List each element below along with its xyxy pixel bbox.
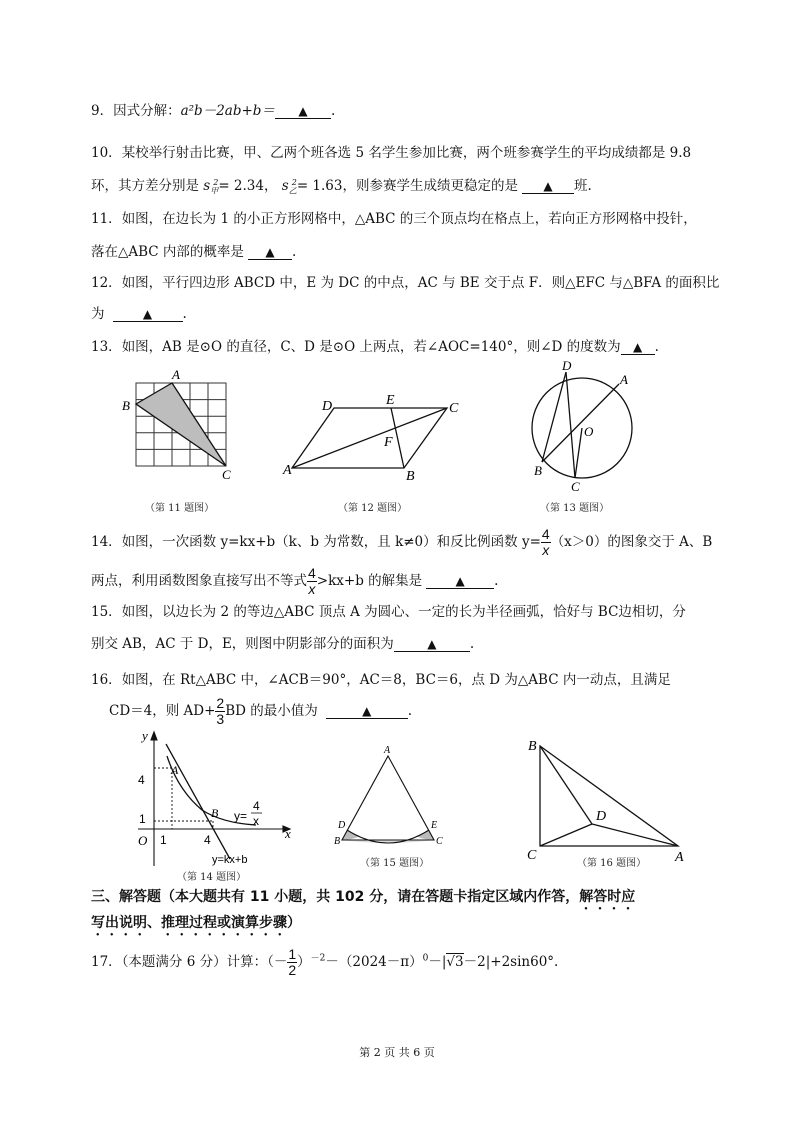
label-E: E xyxy=(386,393,395,408)
frac-denominator: x xyxy=(308,581,316,597)
dashed-guides xyxy=(154,768,213,829)
frac-numerator: 2 xyxy=(216,695,225,711)
label-A: A xyxy=(172,367,180,382)
label-D: D xyxy=(322,399,333,414)
q-number: 12． xyxy=(91,275,122,291)
exponent: －2 xyxy=(310,953,326,964)
question-11-line2 xyxy=(91,240,296,260)
fraction-4-over-x xyxy=(541,527,551,558)
q-text: 环，其方差分别是 xyxy=(91,178,199,194)
caption-fig11: （第 11 题图） xyxy=(145,503,215,514)
question-14-line2 xyxy=(91,566,498,597)
fraction-4-over-x xyxy=(307,566,317,597)
q-number: 14． xyxy=(91,534,122,550)
q-text: （本题满分 6 分）计算：（－ xyxy=(121,954,288,970)
section-3-header xyxy=(91,886,635,913)
label-B: B xyxy=(528,739,537,754)
frac-denominator: 3 xyxy=(216,711,225,727)
answer-blank[interactable] xyxy=(113,307,183,322)
label-A: A xyxy=(675,850,684,864)
question-15 xyxy=(91,600,686,620)
label-B: B xyxy=(406,469,415,484)
tick-y-1: 1 xyxy=(139,812,146,826)
figure-16-right-triangle xyxy=(520,734,695,864)
answer-blank[interactable] xyxy=(248,245,292,260)
q-number: 15． xyxy=(91,604,122,620)
q-number: 16． xyxy=(91,672,122,688)
label-E: E xyxy=(431,820,438,831)
answer-blank[interactable] xyxy=(426,574,494,589)
variance-jia-symbol: $s_甲^2$ xyxy=(203,177,219,196)
blank-marker-icon: ▲ xyxy=(543,179,553,193)
q-text: 如图，一次函数 y=kx+b（k、b 为常数，且 k≠0）和反比例函数 y= xyxy=(121,534,541,550)
q-end: . xyxy=(494,573,499,589)
label-C: C xyxy=(449,401,459,416)
q-text: ） xyxy=(297,954,311,970)
section-text: 三、解答题（本大题共有 11 小题，共 102 分，请在答题卡指定区域内作答， xyxy=(91,889,580,905)
label-F: F xyxy=(384,435,393,450)
exponent: 0 xyxy=(422,953,429,964)
q-text: －（2024－π） xyxy=(325,954,423,970)
q-number: 17． xyxy=(91,954,122,970)
blank-marker-icon: ▲ xyxy=(298,104,308,118)
figure-11-grid-triangle xyxy=(120,366,240,481)
question-17 xyxy=(91,947,558,978)
line-y-kx-b xyxy=(166,744,230,859)
diameter-ab xyxy=(542,384,619,462)
segment-oc xyxy=(575,428,582,478)
q-text: －2|+2sin60°. xyxy=(463,954,559,970)
q-text: 某校举行射击比赛，甲、乙两个班各选 5 名学生参加比赛，两个班参赛学生的平均成绩都是 9.8 xyxy=(121,145,692,161)
caption-fig13: （第 13 题图） xyxy=(540,503,610,514)
question-16-line2 xyxy=(109,696,412,727)
label-D: D xyxy=(562,358,572,373)
q-text: CD＝4，则 AD+ xyxy=(109,703,216,719)
q-text: 因式分解： xyxy=(113,103,181,119)
q-text: 则参赛学生成绩更稳定的是 xyxy=(356,178,518,194)
segment-dc xyxy=(566,372,575,478)
label-A: A xyxy=(283,463,292,478)
shaded-triangle-abc xyxy=(136,383,226,466)
blank-marker-icon: ▲ xyxy=(427,637,437,651)
q-text: 两点，利用函数图象直接写出不等式 xyxy=(91,573,307,589)
tick-x-1: 1 xyxy=(160,833,167,847)
q-end: . xyxy=(330,103,336,119)
question-16 xyxy=(91,668,671,688)
answer-blank[interactable] xyxy=(275,104,331,119)
label-A: A xyxy=(384,745,391,756)
q-end: . xyxy=(291,244,297,260)
frac-numerator: 1 xyxy=(288,946,297,962)
q-end: 班. xyxy=(574,178,592,194)
caption-fig12: （第 12 题图） xyxy=(338,503,408,514)
fraction-1-over-2 xyxy=(287,947,297,978)
frac-numerator: 4 xyxy=(541,526,550,542)
fraction-2-over-3 xyxy=(215,696,225,727)
y-axis-arrow-icon xyxy=(151,732,157,740)
answer-blank[interactable] xyxy=(621,340,655,355)
segment-cd xyxy=(540,824,592,846)
label-B: B xyxy=(122,398,130,413)
label-D: D xyxy=(596,809,607,824)
q-expr: a²b－2ab+b＝ xyxy=(180,103,275,119)
answer-blank[interactable] xyxy=(522,179,574,194)
label-B: B xyxy=(211,806,219,820)
q-text: 如图，在 Rt△ABC 中，∠ACB＝90°，AC＝8，BC＝6，点 D 为△ABC 内一动点，且满足 xyxy=(121,672,671,688)
q-end: . xyxy=(407,703,413,719)
page-footer: 第 2 页 共 6 页 xyxy=(359,1046,435,1059)
diagonal-ac xyxy=(292,408,447,468)
blank-marker-icon: ▲ xyxy=(633,340,643,354)
question-13 xyxy=(91,335,659,355)
sqrt-3: √3 xyxy=(446,954,464,970)
triangle-abc xyxy=(342,756,434,840)
figure-15-equilateral-arc xyxy=(330,744,450,854)
question-12-line2 xyxy=(91,302,187,322)
question-10 xyxy=(91,141,691,161)
figure-14-function-graph xyxy=(130,728,295,870)
figure-12-parallelogram xyxy=(282,386,467,486)
label-C: C xyxy=(436,836,443,847)
label-O: O xyxy=(584,424,594,439)
question-9 xyxy=(91,99,335,119)
frac-denominator: 2 xyxy=(288,962,297,978)
label-C: C xyxy=(571,479,580,493)
answer-blank[interactable] xyxy=(394,637,470,652)
caption-fig14: （第 14 题图） xyxy=(177,872,247,883)
question-11 xyxy=(91,207,697,227)
label-A: A xyxy=(620,372,628,387)
q-text: BD 的最小值为 xyxy=(225,703,318,719)
question-14 xyxy=(91,527,712,558)
blank-marker-icon: ▲ xyxy=(455,574,465,588)
caption-fig16: （第 16 题图） xyxy=(577,858,647,869)
segment-be xyxy=(391,408,404,468)
q-text: 如图，在边长为 1 的小正方形网格中，△ABC 的三个顶点均在格点上，若向正方形网格中投针， xyxy=(121,211,697,227)
tick-x-4: 4 xyxy=(204,833,211,847)
variance-yi-symbol: $s_乙^2$ xyxy=(281,177,297,196)
q-number: 13． xyxy=(91,339,122,355)
frac-denominator: x xyxy=(542,542,550,558)
blank-marker-icon: ▲ xyxy=(265,245,275,259)
q-text: 为 xyxy=(91,306,105,322)
section-text: ） xyxy=(287,915,301,931)
label-B: B xyxy=(534,463,542,478)
q-text: 如图，以边长为 2 的等边△ABC 顶点 A 为圆心、一定的长为半径画弧，恰好与 BC边相切，分 xyxy=(121,604,686,620)
answer-blank[interactable] xyxy=(326,704,408,719)
section-emphasis: 解答时应 xyxy=(579,889,636,905)
label-A: A xyxy=(171,763,179,777)
curve-label-y: y= xyxy=(234,809,248,823)
q-number: 10． xyxy=(91,145,122,161)
blank-marker-icon: ▲ xyxy=(362,704,372,718)
segment-bd xyxy=(540,746,592,824)
question-12 xyxy=(91,271,719,291)
label-C: C xyxy=(527,848,537,863)
q-text: 落在△ABC 内部的概率是 xyxy=(91,244,244,260)
variance-jia-value: = 2.34， xyxy=(218,178,278,194)
label-origin: O xyxy=(138,833,148,848)
triangle-abc xyxy=(540,746,678,846)
blank-marker-icon: ▲ xyxy=(142,307,153,321)
segment-db xyxy=(542,372,566,462)
tick-y-4: 4 xyxy=(138,773,145,787)
segment-ad xyxy=(592,824,678,846)
q-text: 别交 AB，AC 于 D，E，则图中阴影部分的面积为 xyxy=(91,636,394,652)
label-x: x xyxy=(285,826,291,841)
label-y: y xyxy=(142,728,148,743)
q-end: . xyxy=(469,636,475,652)
curve-label-num: 4 xyxy=(253,799,260,813)
q-end: . xyxy=(654,339,659,355)
q-text: －| xyxy=(428,954,447,970)
curve-label-den: x xyxy=(253,814,259,828)
q-number: 9． xyxy=(91,103,114,119)
label-C: C xyxy=(222,467,231,481)
q-end: . xyxy=(182,306,187,322)
q-number: 11． xyxy=(91,211,122,227)
line-label: y=kx+b xyxy=(212,854,248,866)
section-emphasis: 写出说明、推理过程或演算步骤 xyxy=(91,915,287,931)
q-text: 如图，AB 是⊙O 的直径，C、D 是⊙O 上两点，若∠AOC=140°，则∠D 的度数为 xyxy=(121,339,621,355)
question-15-line2 xyxy=(91,632,474,652)
q-text: （x＞0）的图象交于 A、B xyxy=(550,534,713,550)
caption-fig15: （第 15 题图） xyxy=(360,858,430,869)
q-text: >kx+b 的解集是 xyxy=(316,573,423,589)
q-text: 如图，平行四边形 ABCD 中，E 为 DC 的中点，AC 与 BE 交于点 F．则△EFC 与△BFA 的面积比 xyxy=(121,275,720,291)
figure-13-circle xyxy=(522,358,647,493)
variance-yi-value: = 1.63， xyxy=(296,178,356,194)
label-D: D xyxy=(338,820,346,831)
frac-numerator: 4 xyxy=(308,565,316,581)
question-10-line2 xyxy=(91,174,592,197)
section-3-header-line2 xyxy=(91,912,301,939)
label-B: B xyxy=(334,836,341,847)
